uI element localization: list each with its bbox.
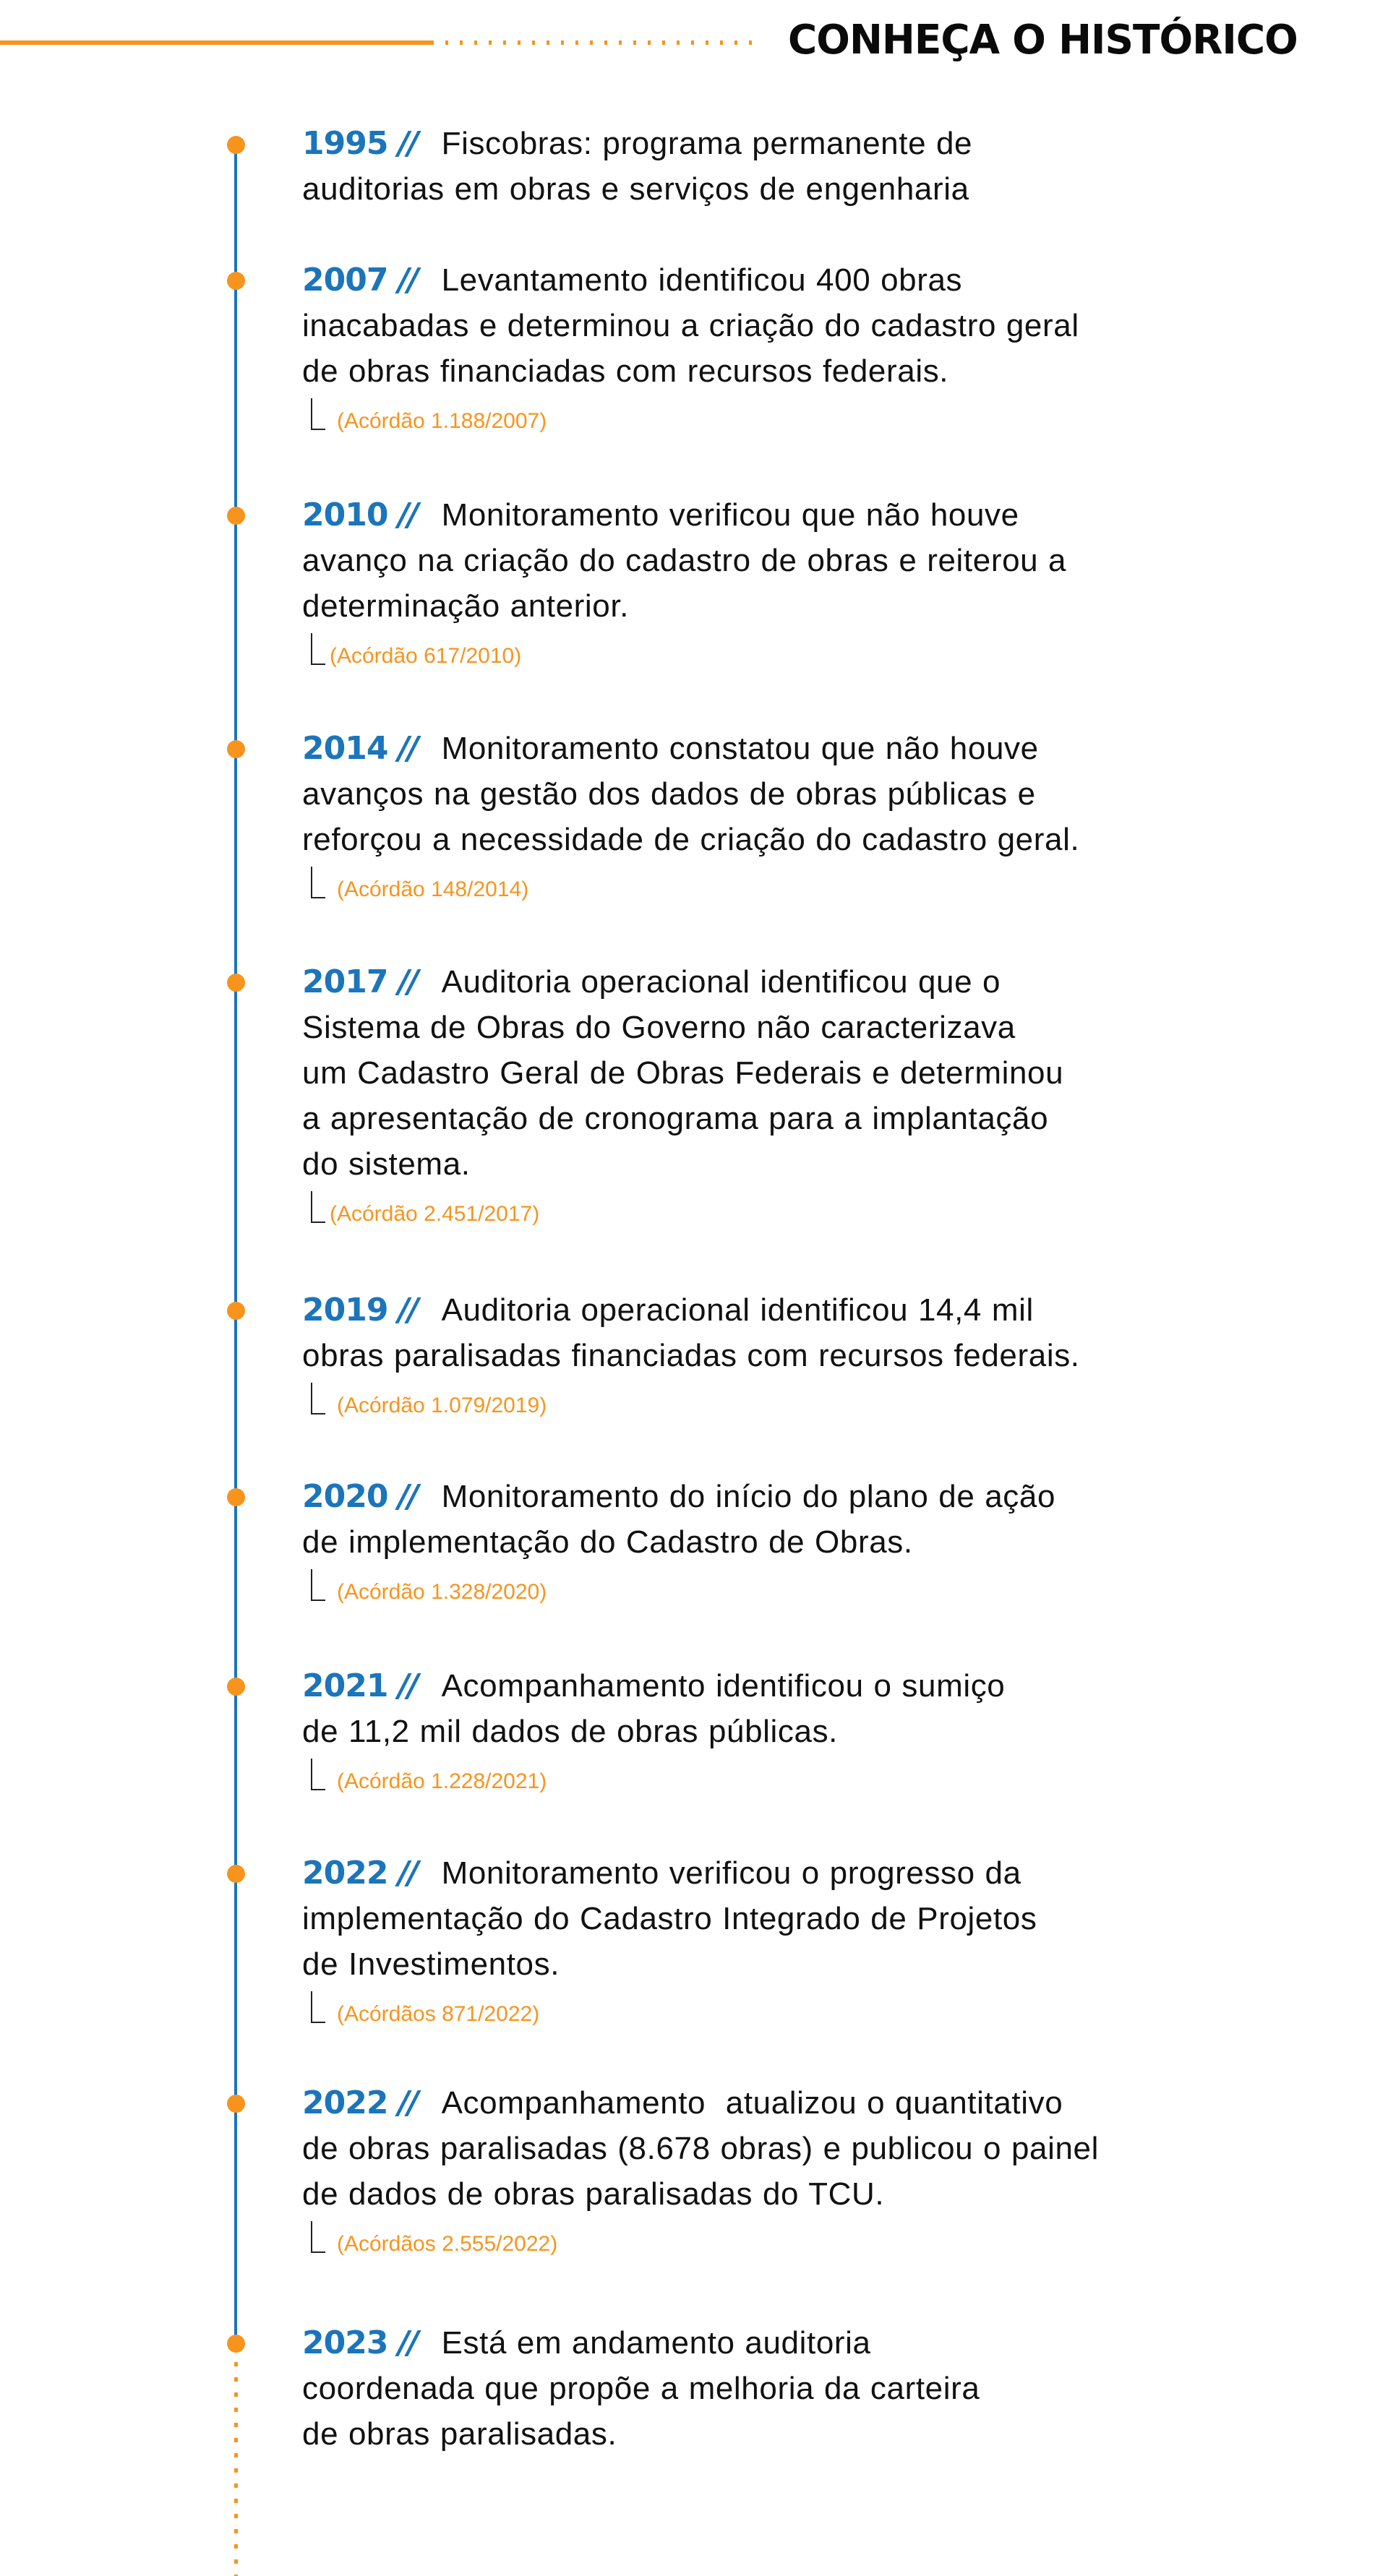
corner-arrow-icon — [311, 1759, 325, 1790]
year-separator: // — [398, 125, 417, 162]
timeline-entry-2019 — [302, 1287, 1329, 1426]
page-title: CONHEÇA O HISTÓRICO — [788, 17, 1298, 64]
entry-text-line: do sistema. — [302, 1146, 471, 1182]
entry-text-line: Auditoria operacional identificou que o — [441, 964, 1001, 1000]
year-separator: // — [398, 497, 417, 533]
entry-text-line: Monitoramento verificou que não houve — [441, 497, 1019, 533]
header-dotted-line — [445, 40, 756, 45]
corner-arrow-icon — [311, 398, 325, 430]
entry-text-line: Monitoramento do início do plano de ação — [441, 1479, 1056, 1514]
entry-reference — [302, 1756, 1329, 1802]
reference-text: (Acórdão 1.188/2007) — [337, 409, 547, 433]
entry-reference — [302, 395, 1329, 442]
entry-text-line: a apresentação de cronograma para a implantação — [302, 1101, 1049, 1136]
year-separator: // — [398, 963, 417, 1000]
timeline-dot — [227, 136, 245, 154]
corner-arrow-icon — [311, 2221, 325, 2253]
timeline-entry-2023 — [302, 2320, 1329, 2457]
entry-text-line: Está em andamento auditoria — [441, 2325, 871, 2361]
entry-text-line: Sistema de Obras do Governo não caracterizava — [302, 1010, 1016, 1045]
timeline-entry-1995 — [302, 121, 1329, 212]
year-separator: // — [398, 1478, 417, 1515]
entry-text-line: de implementação do Cadastro de Obras. — [302, 1524, 913, 1560]
reference-text: (Acórdão 148/2014) — [337, 877, 529, 901]
entry-text-line: auditorias em obras e serviços de engenharia — [302, 171, 969, 207]
timeline-dot — [227, 1488, 245, 1506]
year-separator: // — [398, 1667, 417, 1704]
entry-year: 2020 — [302, 1478, 388, 1515]
timeline-entry-2017 — [302, 959, 1329, 1235]
year-separator: // — [398, 262, 417, 299]
entry-text-line: avanço na criação do cadastro de obras e reiterou a — [302, 543, 1067, 578]
timeline-entry-2022-a — [302, 1850, 1329, 2035]
entry-text-line: Acompanhamento identificou o sumiço — [441, 1668, 1006, 1704]
reference-text: (Acórdãos 871/2022) — [337, 2002, 540, 2026]
entry-text-line: Acompanhamento atualizou o quantitativo — [441, 2085, 1063, 2121]
entry-reference — [302, 1566, 1329, 1613]
entry-text-line: de Investimentos. — [302, 1946, 560, 1982]
entry-reference — [302, 864, 1329, 910]
entry-text-line: de obras financiadas com recursos federais. — [302, 353, 949, 389]
timeline-entry-2022-b — [302, 2080, 1329, 2264]
year-separator: // — [398, 1292, 417, 1328]
entry-reference — [302, 1380, 1329, 1426]
timeline-line — [234, 145, 237, 2344]
entry-year: 2007 — [302, 262, 388, 299]
entry-text-line: coordenada que propõe a melhoria da carteira — [302, 2371, 980, 2406]
year-separator: // — [398, 2085, 417, 2121]
entry-text-line: de 11,2 mil dados de obras públicas. — [302, 1714, 839, 1749]
corner-arrow-icon — [311, 1569, 325, 1601]
corner-arrow-icon — [311, 1191, 325, 1223]
timeline-dot — [227, 2335, 245, 2353]
timeline-dot — [227, 740, 245, 758]
year-separator: // — [398, 1855, 417, 1892]
entry-text-line: Levantamento identificou 400 obras — [441, 262, 963, 298]
timeline-dot — [227, 974, 245, 992]
corner-arrow-icon — [311, 867, 325, 898]
entry-text-line: avanços na gestão dos dados de obras públicas e — [302, 776, 1036, 812]
timeline-dot — [227, 1302, 245, 1320]
reference-text: (Acórdão 617/2010) — [330, 644, 522, 668]
corner-arrow-icon — [311, 1383, 325, 1414]
entry-reference — [302, 1188, 1329, 1235]
entry-reference — [302, 1988, 1329, 2035]
entry-year: 2022 — [302, 2085, 388, 2121]
timeline-dot — [227, 2095, 245, 2113]
corner-arrow-icon — [311, 633, 325, 665]
reference-text: (Acórdão 1.328/2020) — [337, 1580, 547, 1604]
timeline-dot — [227, 272, 245, 290]
entry-text-line: obras paralisadas financiadas com recursos federais. — [302, 1338, 1080, 1373]
reference-text: (Acórdão 1.079/2019) — [337, 1394, 547, 1417]
entry-text-line: Monitoramento verificou o progresso da — [441, 1855, 1021, 1891]
entry-text-line: reforçou a necessidade de criação do cadastro geral. — [302, 822, 1080, 857]
corner-arrow-icon — [311, 1991, 325, 2023]
entry-text-line: um Cadastro Geral de Obras Federais e determinou — [302, 1055, 1064, 1091]
timeline-dot — [227, 1865, 245, 1883]
entry-text-line: de obras paralisadas. — [302, 2416, 617, 2452]
timeline-entry-2007 — [302, 257, 1329, 442]
entry-year: 2023 — [302, 2324, 388, 2361]
reference-text: (Acórdão 1.228/2021) — [337, 1769, 547, 1793]
entry-year: 2014 — [302, 730, 388, 767]
entry-text-line: de obras paralisadas (8.678 obras) e publicou o painel — [302, 2131, 1099, 2166]
reference-text: (Acórdão 2.451/2017) — [330, 1202, 540, 1226]
timeline-dot — [227, 1678, 245, 1696]
timeline-entry-2014 — [302, 726, 1329, 910]
timeline-entry-2021 — [302, 1663, 1329, 1802]
entry-text-line: determinação anterior. — [302, 588, 630, 624]
entry-reference — [302, 630, 1329, 677]
entry-reference — [302, 2218, 1329, 2264]
entry-text-line: Auditoria operacional identificou 14,4 mil — [441, 1292, 1034, 1328]
entry-year: 2021 — [302, 1667, 388, 1704]
timeline-dot — [227, 507, 245, 525]
year-separator: // — [398, 730, 417, 767]
year-separator: // — [398, 2324, 417, 2361]
timeline-entry-2010 — [302, 492, 1329, 677]
timeline-dotted-continuation — [234, 2362, 238, 2576]
entry-year: 2019 — [302, 1292, 388, 1328]
header-accent-line — [0, 40, 434, 45]
entry-text-line: Fiscobras: programa permanente de — [441, 126, 973, 161]
entry-text-line: de dados de obras paralisadas do TCU. — [302, 2176, 885, 2212]
entry-year: 2010 — [302, 497, 388, 533]
entry-year: 1995 — [302, 125, 388, 162]
entry-text-line: Monitoramento constatou que não houve — [441, 731, 1039, 766]
entry-text-line: implementação do Cadastro Integrado de Projetos — [302, 1901, 1037, 1936]
reference-text: (Acórdãos 2.555/2022) — [337, 2232, 558, 2256]
timeline-entry-2020 — [302, 1474, 1329, 1613]
entry-text-line: inacabadas e determinou a criação do cadastro geral — [302, 308, 1079, 343]
entry-year: 2017 — [302, 963, 388, 1000]
entry-year: 2022 — [302, 1855, 388, 1892]
